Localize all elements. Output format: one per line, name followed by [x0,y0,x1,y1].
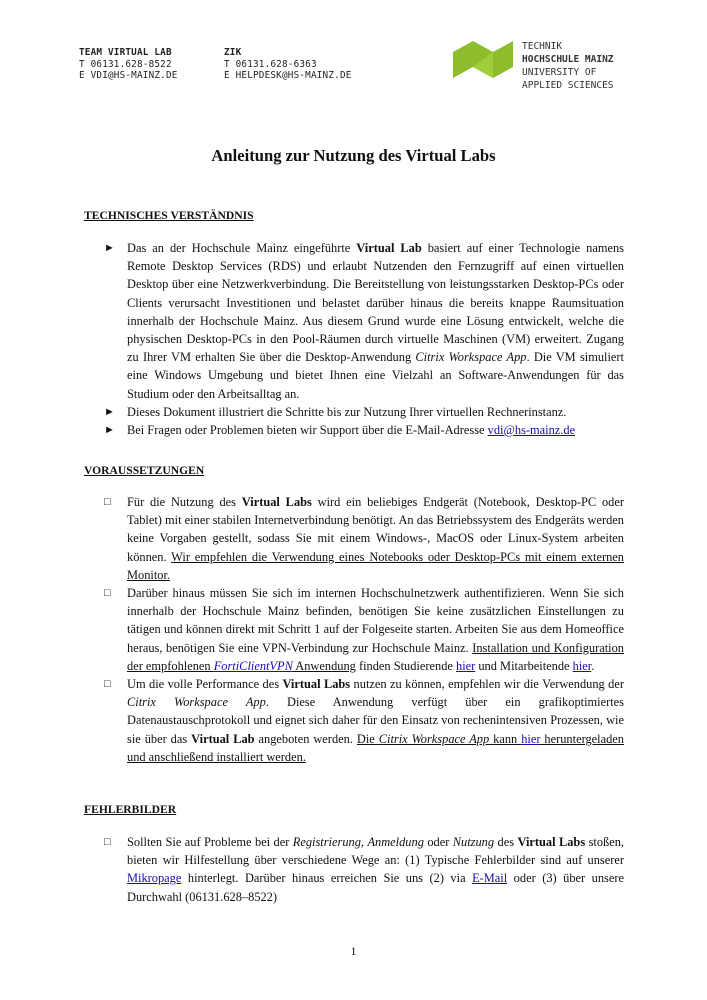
contact-zik [224,47,352,82]
text-underlined: Die [356,731,379,746]
text: . Die VM simuliert eine Windows Umgebung und bietet Ihnen eine Vielzahl an Software-Anwendungen für das Studium oder den Arbeitsalltag an. [127,350,624,401]
email-contact-link[interactable]: E-Mail [472,871,508,886]
logo-line: APPLIED SCIENCES [522,80,614,91]
text: und Mitarbeitende [475,658,573,673]
list-item [104,403,624,421]
text: , [360,835,368,849]
page-number: 1 [350,944,357,958]
text-italic: Nutzung [452,835,495,849]
forticlient-link[interactable] [214,659,293,673]
text: des [494,835,518,849]
mikropage-link[interactable]: Mikropage [127,871,182,886]
support-email-link[interactable]: vdi@hs-mainz.de [487,423,576,438]
contact-phone: T 06131.628-6363 [224,58,317,70]
checkbox-square-icon: □ [104,678,111,691]
section-heading-technical: TECHNISCHES VERSTÄNDNIS [84,209,254,222]
section-heading-errors: FEHLERBILDER [84,803,177,816]
text-underlined: Anwendung [292,658,356,673]
list-item [104,421,624,439]
text-bold: Virtual Labs [241,495,312,509]
bullet-arrow-icon: ► [104,405,115,418]
text: hinterlegt. Darüber hinaus erreichen Sie uns (2) via [181,871,473,886]
text: stoßen, bieten wir Hilfestellung über verschiedene Wege an: (1) Typische Fehlerbilder sind auf unserer [127,835,625,868]
text-bold: Virtual Lab [356,241,422,255]
text: . Diese Anwendung verfügt über ein grafikoptimiertes Datenaustauschprotokoll und eignet sich daher für den Einsatz von rechenintensiven Prozessen, wie sie über das [127,695,624,746]
text-italic: Citrix Workspace App [415,350,527,365]
text-underlined: heruntergeladen und anschließend installiert werden. [127,731,625,764]
text: nutzen zu können, empfehlen wir die Verwendung der [350,677,624,692]
text: Für die Nutzung des [127,495,242,509]
text-bold: Virtual Labs [517,835,586,849]
logo-wordmark [522,40,614,92]
technical-list [104,239,624,439]
text: angeboten werden. [254,731,357,746]
text: Darüber hinaus müssen Sie sich im internen Hochschulnetzwerk authentifizieren. Wenn Sie sich innerhalb der Hochschule Mainz befinden, benötigen Sie keine zusätzlichen Einstellungen zu tätigen und können direkt mit Schritt 1 auf der Folgeseite starten. Arbeiten Sie aus dem Homeoffice heraus, benötigen Sie eine VPN-Verbindung zur Hochschule Mainz. [127,586,624,655]
text: Bei Fragen oder Problemen bieten wir Support über die E-Mail-Adresse [127,423,488,438]
text: wird ein beliebiges Endgerät (Notebook, Desktop-PC oder Tablet) mit einer stabilen Internetverbindung benötigt. An das Betriebssystem des Endgeräts werden keine Vorgaben gestellt, sodass Sie mit einem Windows-, MacOS oder Linux-System arbeiten können. [127,495,625,564]
list-item [104,493,624,584]
list-item [104,675,624,766]
contact-email: E HELPDESK@HS-MAINZ.DE [224,70,352,81]
contact-email: E VDI@HS-MAINZ.DE [79,70,178,81]
citrix-download-link[interactable]: hier [521,731,541,746]
checkbox-square-icon: □ [104,836,111,848]
requirements-list [104,493,624,766]
section-heading-requirements: VORAUSSETZUNGEN [84,464,205,477]
hochschule-mainz-logo-icon [453,40,515,80]
contact-title: TEAM VIRTUAL LAB [79,47,172,58]
text: oder [423,835,453,849]
logo-line: TECHNIK [522,41,563,52]
text-underlined: kann [489,731,522,746]
logo-line: HOCHSCHULE MAINZ [522,54,614,65]
text-italic: Citrix Workspace App [127,695,266,710]
text: Um die volle Performance des [127,677,283,692]
bullet-arrow-icon: ► [104,242,115,254]
link-text: FortiClientVPN [213,658,293,673]
text: finden Studierende [355,658,456,673]
text-italic: Anmeldung [367,835,424,849]
text-bold: Virtual Labs [282,677,351,692]
students-vpn-link[interactable]: hier [456,658,476,673]
text: basiert auf einer Technologie namens Remote Desktop Services (RDS) und erlaubt Nutzenden den Fernzugriff auf einen virtuellen Desktop über eine Netzwerkverbindung. Die Bereitstellung von leistungsstarken Desktop-PCs oder Clients verursacht Investitionen und belastet darüber hinaus die bereits knappe Raumsituation innerhalb der Hochschule Mainz. Aus diesem Grund wurde eine Lösung entwickelt, welche die physischen Desktop-PCs in den Pool-Räumen durch virtuelle Maschinen (VM) erweitert. Zugang zu Ihrer VM erhalten Sie über die Desktop-Anwendung [127,241,624,365]
contact-phone: T 06131.628-8522 [79,58,172,70]
text: oder (3) über unsere Durchwahl (06131.628–8522) [127,871,624,904]
text: Sollten Sie auf Probleme bei der [127,835,293,849]
bullet-arrow-icon: ► [104,424,115,437]
checkbox-square-icon: □ [104,587,111,600]
list-item [104,584,624,675]
text-underlined: Wir empfehlen die Verwendung eines Notebooks oder Desktop-PCs mit einem externen Monitor. [127,549,624,582]
text: . [591,658,595,673]
document-title: Anleitung zur Nutzung des Virtual Labs [211,146,496,165]
logo-line: UNIVERSITY OF [522,67,597,78]
list-item [104,239,624,403]
text-underlined-italic: Citrix Workspace App [378,731,490,746]
text: Das an der Hochschule Mainz eingeführte [127,241,357,255]
errors-list [104,833,624,906]
text: Dieses Dokument illustriert die Schritte bis zur Nutzung Ihrer virtuellen Rechnerinstanz. [127,404,567,419]
text-underlined: Installation und Konfiguration der empfohlenen [127,640,624,673]
contact-title: ZIK [224,47,242,58]
text-italic: Registrierung [292,835,361,849]
checkbox-square-icon: □ [104,496,111,508]
list-item [104,833,624,906]
staff-vpn-link[interactable]: hier [572,658,592,673]
contact-team-virtual-lab [79,47,178,82]
text-bold: Virtual Lab [191,731,255,746]
